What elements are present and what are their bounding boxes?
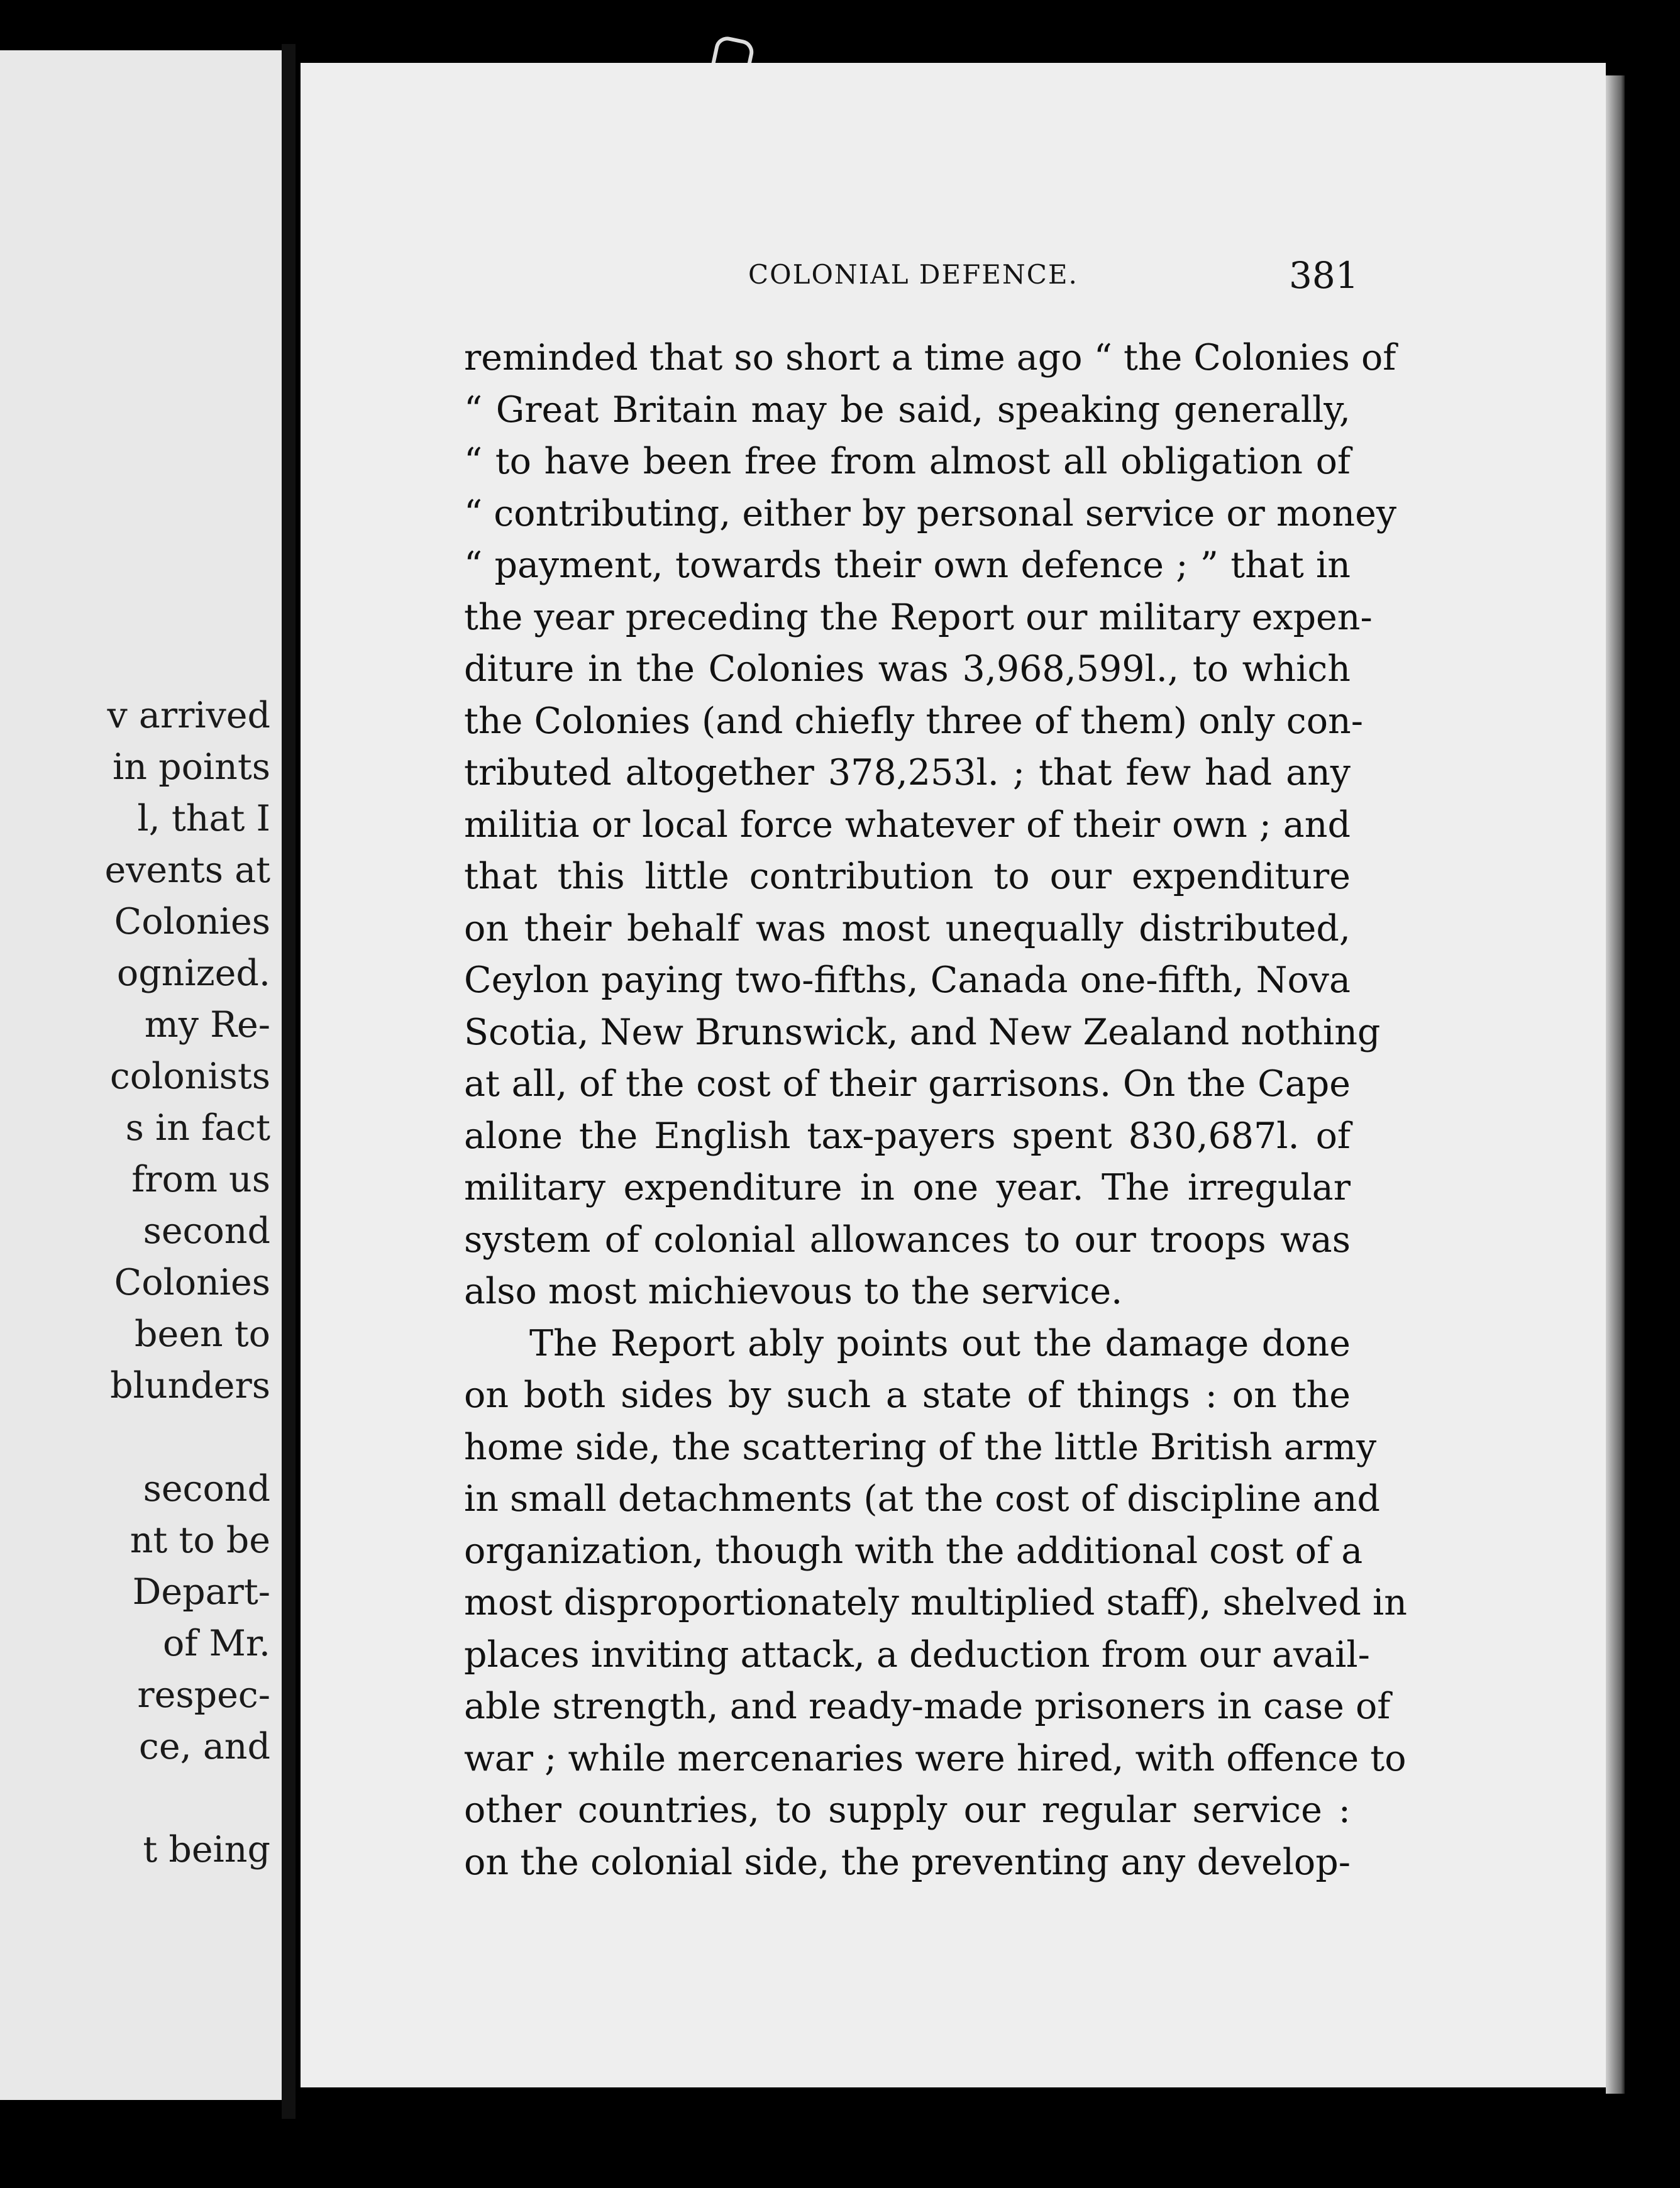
text-line: most disproportionately multiplied staff), shelved in [464, 1582, 1407, 1623]
text-line: at all, of the cost of their garrisons. On the Cape [464, 1063, 1351, 1105]
left-page-line: Depart- [132, 1571, 270, 1613]
text-line: alone the English tax-payers spent 830,687l. of [464, 1115, 1351, 1157]
text-line: on the colonial side, the preventing any develop- [464, 1841, 1351, 1883]
left-page-line: Colonies [114, 1262, 270, 1303]
text-line: “ to have been free from almost all obligation of [464, 441, 1351, 482]
text-line: military expenditure in one year. The irregular [464, 1167, 1351, 1208]
running-head: COLONIAL DEFENCE. [748, 259, 1078, 290]
left-page-line: colonists [109, 1056, 270, 1097]
text-line: the year preceding the Report our military expen- [464, 596, 1373, 638]
text-line: reminded that so short a time ago “ the Colonies of [464, 337, 1396, 378]
text-line: places inviting attack, a deduction from our avail- [464, 1633, 1370, 1676]
left-page [0, 50, 282, 2100]
text-line: that this little contribution to our expenditure [464, 856, 1351, 897]
text-line: diture in the Colonies was 3,968,599l., to which [464, 648, 1351, 690]
text-line: The Report ably points out the damage done [529, 1322, 1351, 1364]
left-page-line: from us [131, 1159, 270, 1200]
text-line: system of colonial allowances to our troops was [464, 1218, 1351, 1261]
text-line: “ Great Britain may be said, speaking generally, [464, 389, 1351, 431]
left-page-line: blunders [110, 1365, 270, 1406]
left-page-line: l, that I [137, 798, 270, 839]
left-page-line: my Re- [144, 1004, 270, 1046]
text-line: on their behalf was most unequally distributed, [464, 907, 1351, 949]
body-text [464, 332, 1407, 1888]
page-edge [1606, 75, 1625, 2094]
left-page-line: in points [113, 746, 270, 788]
text-line: tributed altogether 378,253l. ; that few had any [464, 752, 1351, 793]
text-line: on both sides by such a state of things : on the [464, 1374, 1351, 1416]
left-page-line: s in fact [125, 1107, 270, 1149]
page-number: 381 [1289, 254, 1359, 297]
left-page-line: v arrived [107, 695, 270, 736]
text-line: war ; while mercenaries were hired, with offence to [464, 1737, 1406, 1779]
text-line: Scotia, New Brunswick, and New Zealand nothing [464, 1011, 1381, 1053]
left-page-line: second [143, 1468, 270, 1510]
text-line: “ contributing, either by personal service or money [464, 492, 1397, 534]
text-line: able strength, and ready-made prisoners in case of [464, 1686, 1391, 1727]
left-page-line: ce, and [138, 1726, 270, 1767]
text-line: home side, the scattering of the little British army [464, 1426, 1377, 1468]
paragraph [464, 332, 1397, 1318]
left-page-line: t being [143, 1829, 270, 1870]
text-line: in small detachments (at the cost of discipline and [464, 1478, 1381, 1520]
left-page-line: of Mr. [163, 1623, 270, 1664]
text-line: also most michievous to the service. [464, 1271, 1123, 1312]
left-page-line: second [143, 1210, 270, 1252]
paragraph [464, 1318, 1407, 1889]
left-page-line: ognized. [116, 953, 270, 994]
book-gutter [282, 44, 296, 2119]
left-page-line: respec- [137, 1674, 270, 1716]
text-line: organization, though with the additional cost of a [464, 1530, 1363, 1572]
text-line: “ payment, towards their own defence ; ” that in [464, 544, 1351, 586]
text-line: Ceylon paying two-fifths, Canada one-fifth, Nova [464, 959, 1351, 1001]
left-page-line: Colonies [114, 901, 270, 942]
text-line: other countries, to supply our regular service : [464, 1789, 1351, 1831]
text-line: the Colonies (and chiefly three of them) only con- [464, 700, 1363, 742]
left-page-line: nt to be [130, 1520, 270, 1561]
left-page-line: been to [134, 1313, 270, 1355]
text-line: militia or local force whatever of their own ; and [464, 804, 1351, 846]
left-page-line: events at [104, 849, 270, 891]
